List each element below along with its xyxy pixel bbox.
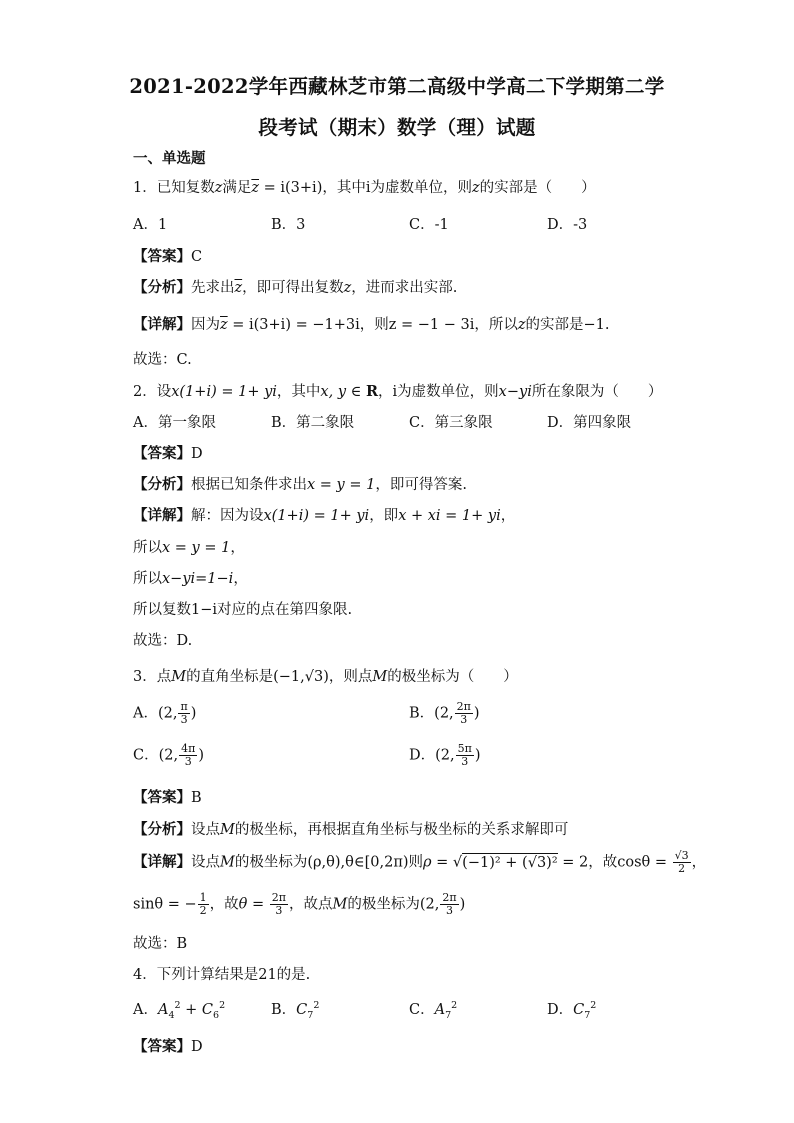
- q1-answer: 【答案】C: [133, 248, 203, 265]
- q1-analysis: 【分析】先求出$\overline{z}$，即可得出复数z，进而求出实部.: [133, 279, 458, 296]
- q1-option-d: D．-3: [547, 217, 588, 233]
- q4-option-c: C．$A_7^2$: [409, 1000, 458, 1021]
- q2-option-a: A．第一象限: [133, 415, 216, 431]
- q3-detail: 【详解】设点M的极坐标为(ρ,θ),θ∈[0,2π)则ρ = √(−1)² + (√3)² = 2，故cosθ = $\frac{√3}{2}$ ，: [133, 849, 707, 875]
- doc-title-line1: 2021-2022学年西藏林芝市第二高级中学高二下学期第二学: [129, 75, 665, 98]
- q2-step3: 所以复数1−i对应的点在第四象限.: [133, 602, 353, 618]
- q2-option-b: B．第二象限: [271, 415, 355, 431]
- q3-conclusion: 故选：B: [133, 936, 188, 952]
- q2-stem: 2．设x(1+i) = 1+ yi，其中x, y ∈ R，i为虚数单位，则x−yi所在象限为（ ）: [133, 383, 663, 400]
- q2-detail: 【详解】解：因为设x(1+i) = 1+ yi，即x + xi = 1+ yi，: [133, 507, 516, 524]
- q4-answer: 【答案】D: [133, 1038, 203, 1055]
- q2-step2: 所以x−yi=1−i，: [133, 571, 248, 587]
- q3-answer: 【答案】B: [133, 789, 202, 806]
- q1-option-b: B．3: [271, 217, 306, 233]
- section-heading: 一、单选题: [133, 150, 206, 167]
- q2-conclusion: 故选：D.: [133, 633, 193, 649]
- q3-option-a: A．(2, $\frac{\pi}{3}$ ): [133, 700, 197, 726]
- q4-option-b: B．$C_7^2$: [271, 1000, 320, 1021]
- q2-option-d: D．第四象限: [547, 415, 632, 431]
- q1-detail: 【详解】因为$\overline{z} = i(3+i) = -1+3i$，则z = −1 − 3i，所以z的实部是−1.: [133, 316, 610, 333]
- q3-analysis: 【分析】设点M的极坐标，再根据直角坐标与极坐标的关系求解即可: [133, 821, 569, 838]
- q4-stem: 4．下列计算结果是21的是.: [133, 967, 311, 983]
- q4-option-a: A．$A_4^2 + C_6^2$: [133, 1000, 226, 1021]
- q3-stem: 3．点M的直角坐标是(−1,√3)，则点M的极坐标为（ ）: [133, 669, 518, 685]
- q3-option-d: D．(2, $\frac{5\pi}{3}$ ): [409, 742, 481, 768]
- q1-option-c: C．-1: [409, 217, 449, 233]
- q2-answer: 【答案】D: [133, 445, 203, 462]
- q2-analysis: 【分析】根据已知条件求出x = y = 1，即可得答案.: [133, 476, 467, 493]
- q1-option-a: A．1: [133, 217, 168, 233]
- q3-option-b: B．(2, $\frac{2\pi}{3}$ ): [409, 700, 480, 726]
- q2-step1: 所以x = y = 1，: [133, 540, 245, 556]
- doc-title-line2: 段考试（期末）数学（理）试题: [258, 116, 536, 139]
- q3-detail-cont: sinθ = − $\frac{1}{2}$ ，故θ = $\frac{2\pi}{3}$ ，故点M的极坐标为(2, $\frac{2\pi}{3}$ ): [133, 891, 466, 917]
- q4-option-d: D．$C_7^2$: [547, 1000, 597, 1021]
- q2-option-c: C．第三象限: [409, 415, 493, 431]
- q1-stem: 1．已知复数z满足$\overline{z} = i(3+i)$，其中i为虚数单位，则z的实部是（ ）: [133, 180, 596, 196]
- q1-conclusion: 故选：C.: [133, 352, 192, 368]
- q3-option-c: C．(2, $\frac{4\pi}{3}$ ): [133, 742, 205, 768]
